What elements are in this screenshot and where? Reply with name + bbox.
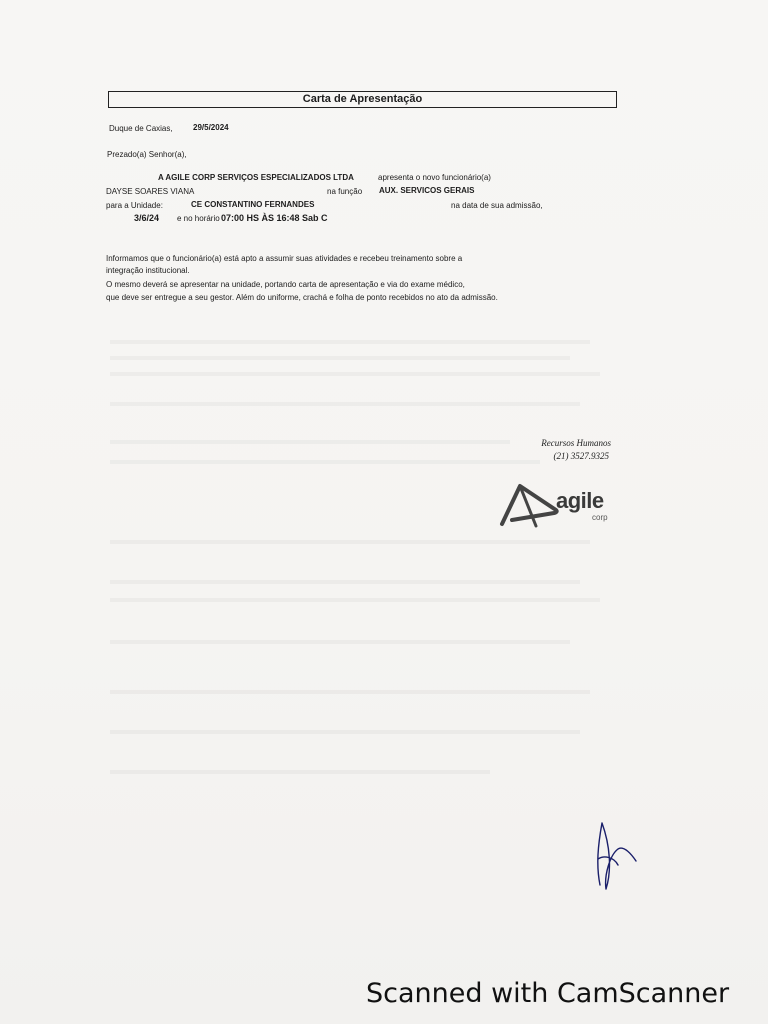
greeting: Prezado(a) Senhor(a), xyxy=(107,150,187,159)
company-name: A AGILE CORP SERVIÇOS ESPECIALIZADOS LTDA xyxy=(158,173,354,182)
bleed-through-line xyxy=(110,356,570,360)
hours-label: e no horário xyxy=(177,214,220,223)
document-title: Carta de Apresentação xyxy=(108,91,617,108)
body-line: que deve ser entregue a seu gestor. Além do uniforme, crachá e folha de ponto recebidos no ato da admissão. xyxy=(106,293,498,302)
bleed-through-line xyxy=(110,770,490,774)
role-label: na função xyxy=(327,187,363,196)
employee-role: AUX. SERVICOS GERAIS xyxy=(379,186,475,195)
work-hours: 07:00 HS ÀS 16:48 Sab C xyxy=(221,213,328,223)
body-line: integração institucional. xyxy=(106,266,190,275)
body-line: Informamos que o funcionário(a) está apto a assumir suas atividades e recebeu treinamento sobre a xyxy=(106,254,463,263)
bleed-through-line xyxy=(110,540,590,544)
admission-date: 3/6/24 xyxy=(134,213,160,223)
bleed-through-line xyxy=(110,372,600,376)
logo-subtitle: corp xyxy=(592,513,608,522)
bleed-through-line xyxy=(110,440,510,444)
employee-name: DAYSE SOARES VIANA xyxy=(106,187,195,196)
bleed-through-line xyxy=(110,640,570,644)
bleed-through-line xyxy=(110,402,580,406)
presents-text: apresenta o novo funcionário(a) xyxy=(378,173,491,182)
letter-date: 29/5/2024 xyxy=(193,123,229,132)
admission-label: na data de sua admissão, xyxy=(451,201,543,210)
city: Duque de Caxias, xyxy=(109,124,173,133)
logo-wordmark: agile xyxy=(556,488,604,513)
bleed-through-line xyxy=(110,730,580,734)
unit-name: CE CONSTANTINO FERNANDES xyxy=(191,200,315,209)
unit-label: para a Unidade: xyxy=(106,201,163,210)
hr-department: Recursos Humanos xyxy=(541,438,611,448)
hr-phone: (21) 3527.9325 xyxy=(553,451,609,461)
body-line: O mesmo deverá se apresentar na unidade, portando carta de apresentação e via do exame médico, xyxy=(106,280,465,289)
bleed-through-line xyxy=(110,690,590,694)
bleed-through-line xyxy=(110,340,590,344)
bleed-through-line xyxy=(110,580,580,584)
bleed-through-line xyxy=(110,598,600,602)
handwritten-signature xyxy=(588,815,643,895)
bleed-through-line xyxy=(110,460,540,464)
scanner-watermark: Scanned with CamScanner xyxy=(366,978,730,1009)
